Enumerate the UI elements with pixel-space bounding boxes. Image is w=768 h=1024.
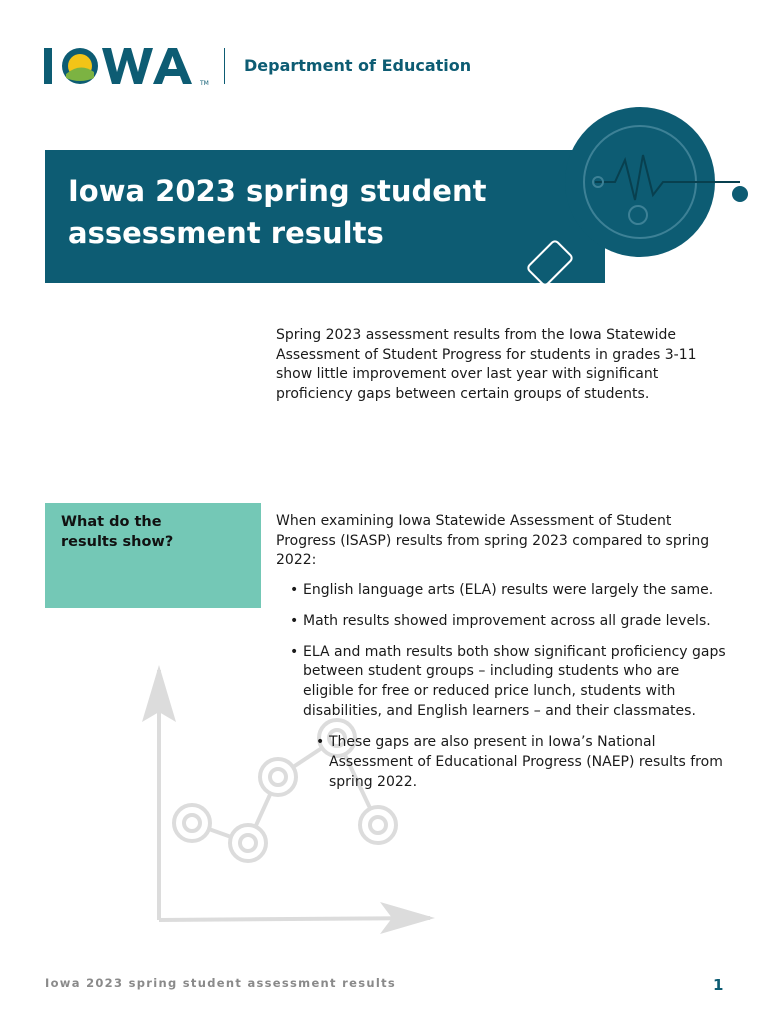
section-label: What do the results show?	[61, 514, 174, 550]
magnifier-chart-icon	[520, 100, 760, 300]
page-number: 1	[713, 976, 724, 994]
bullet-item-with-sub	[276, 643, 726, 793]
results-lead: When examining Iowa Statewide Assessment of Student Progress (ISASP) results from spring 2023 compared to spring 2022:	[276, 513, 710, 569]
iowa-logo-mark	[44, 44, 214, 88]
iowa-logo	[44, 44, 214, 88]
department-name: Department of Education	[244, 56, 472, 75]
bullet-item: • Math results showed improvement across all grade levels.	[276, 612, 726, 632]
footer-title: Iowa 2023 spring student assessment results	[45, 976, 397, 990]
intro-paragraph: Spring 2023 assessment results from the Iowa Statewide Assessment of Student Progress for students in grades 3-11 show little improvement over last year with significant proficiency gaps between certain groups of students.	[276, 327, 697, 403]
bullet-item: • English language arts (ELA) results were largely the same.	[276, 581, 726, 601]
bullet-item-text: ELA and math results both show significant proficiency gaps between student groups – including students who are eligible for free or reduced price lunch, students with disabilities, and English learners – and their classmates.	[303, 643, 726, 719]
page-title: Iowa 2023 spring student assessment results	[68, 174, 487, 250]
results-bullet-list	[276, 581, 726, 792]
sub-bullet-item: • These gaps are also present in Iowa’s National Assessment of Educational Progress (NAEP) results from spring 2022.	[303, 733, 726, 792]
trademark-mark: TM	[200, 80, 209, 87]
results-body	[276, 512, 726, 803]
sub-bullet-list	[303, 733, 726, 792]
header-divider	[224, 48, 225, 84]
